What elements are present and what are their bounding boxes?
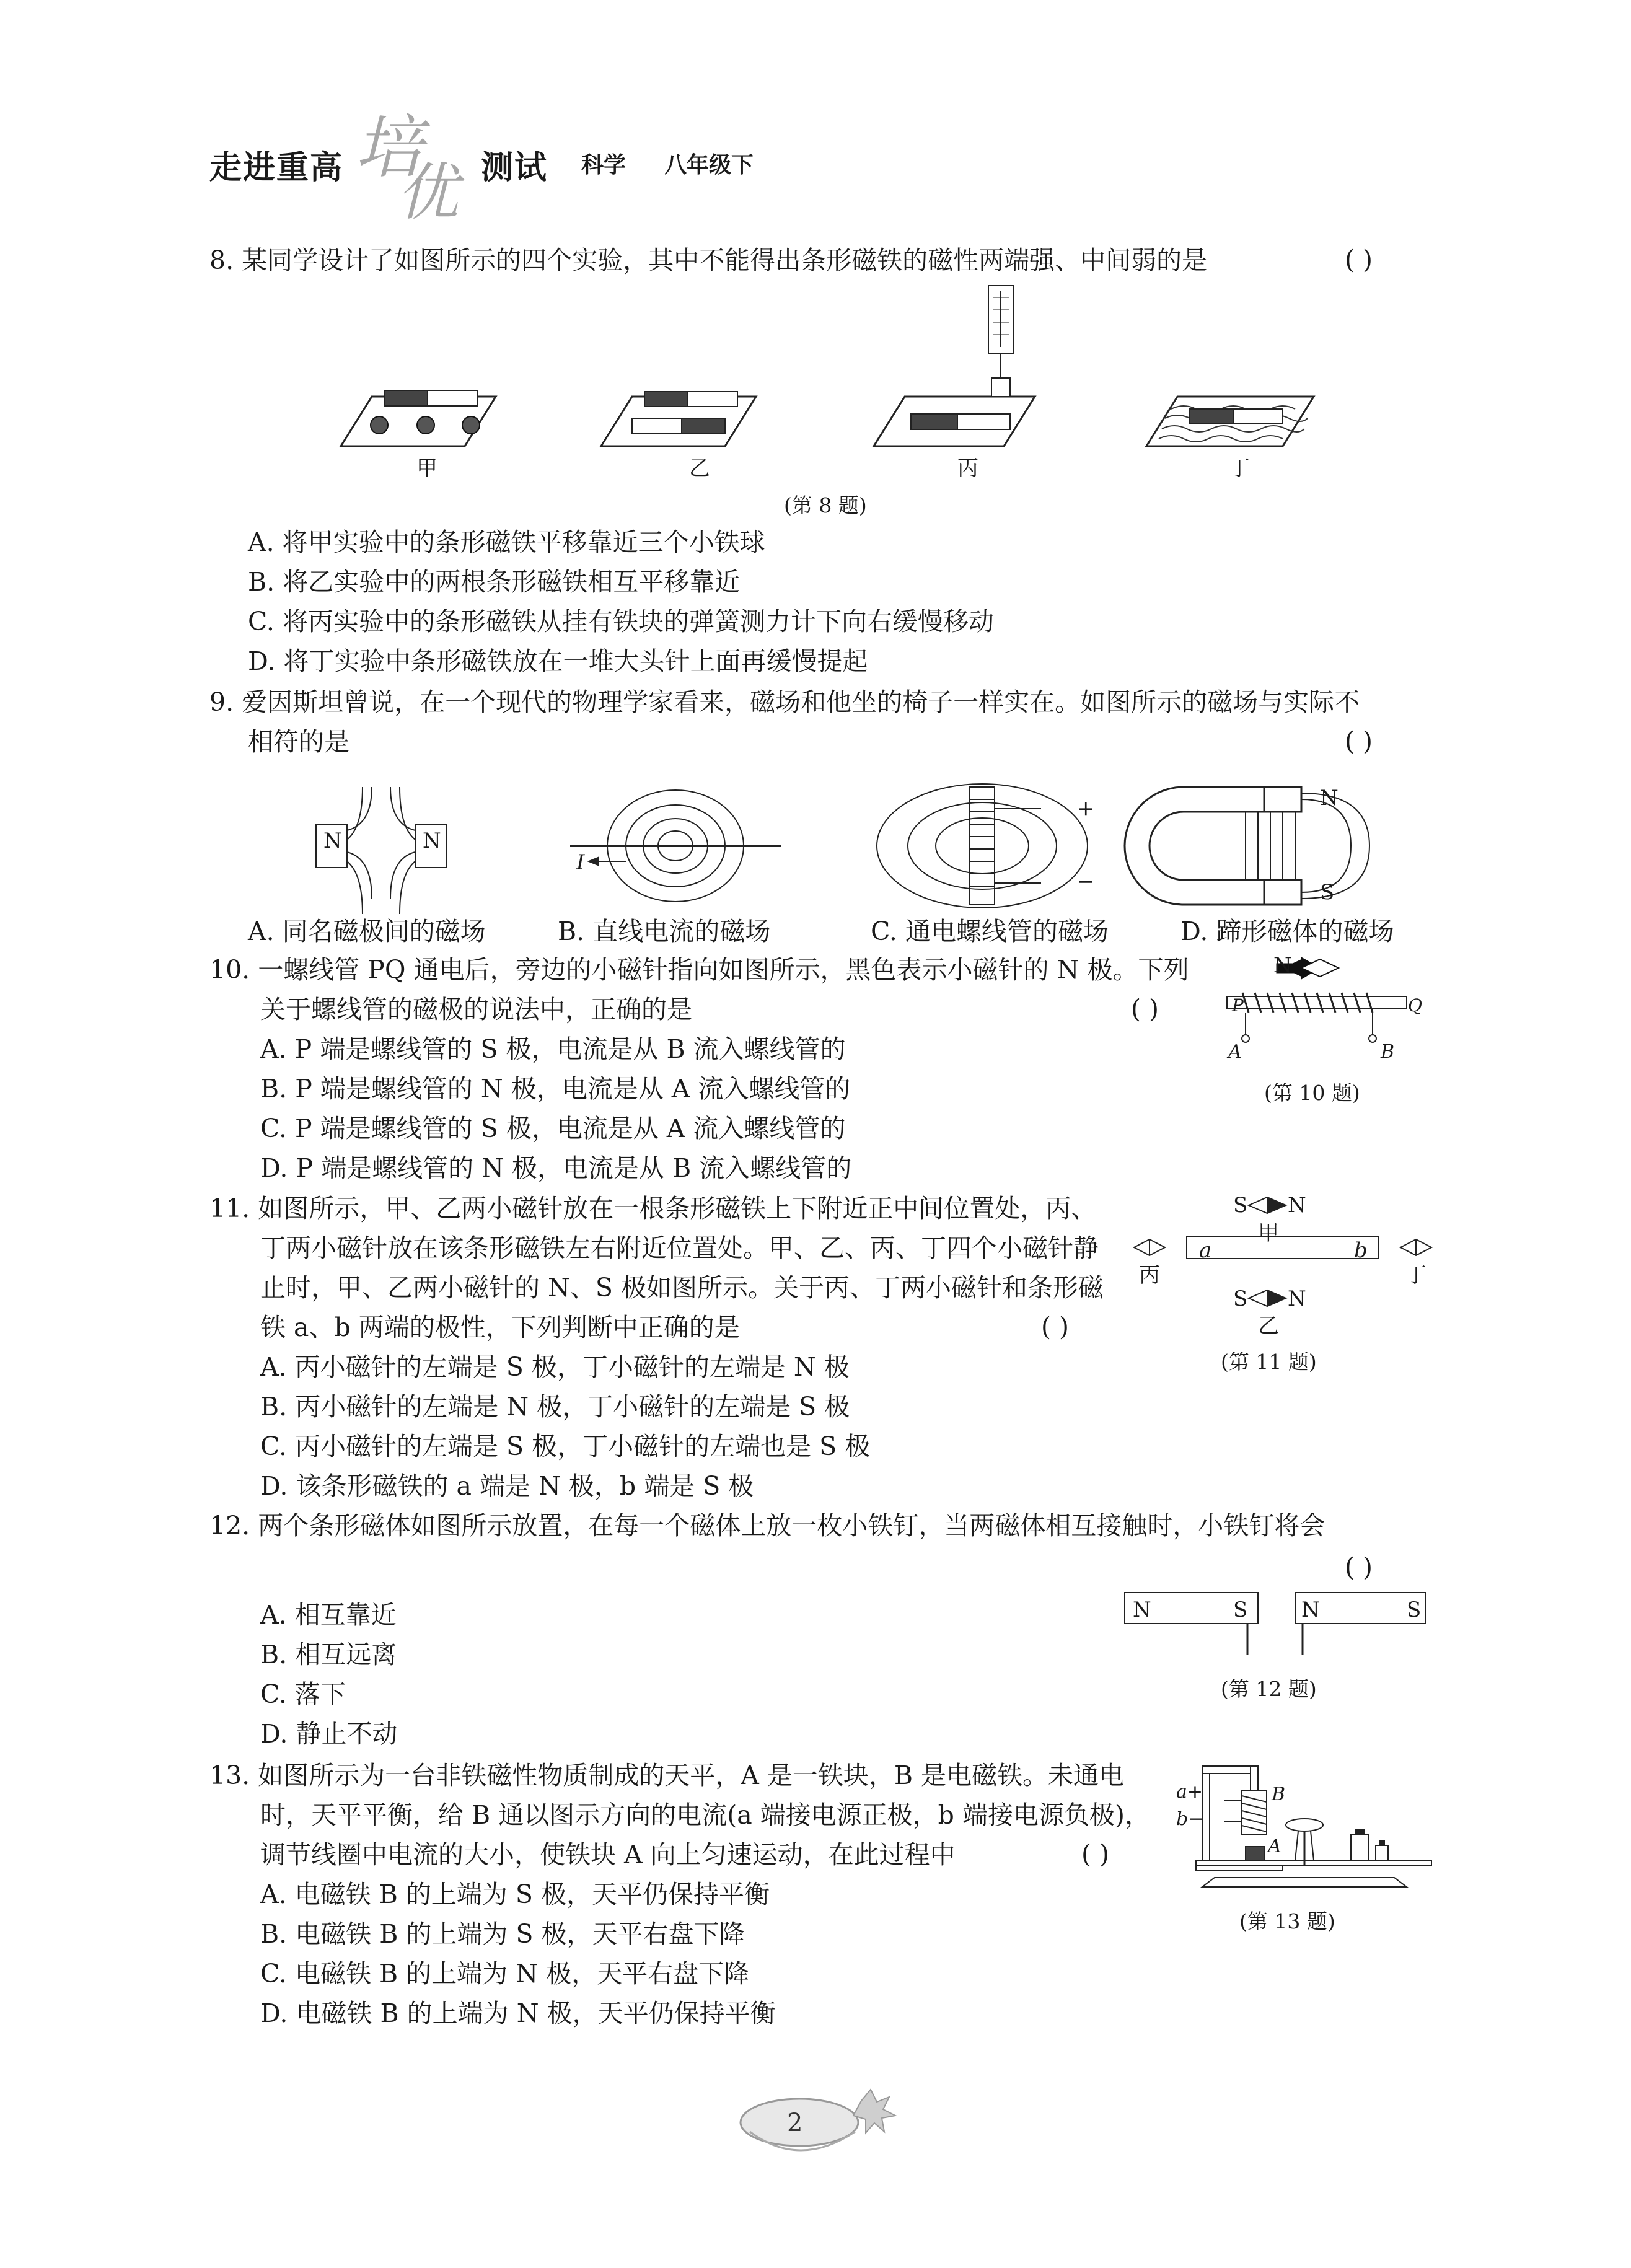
q13-fig-iron-a: A [1268,1835,1282,1857]
q8-fig-yi [601,392,756,446]
q11-stem-line1: 11. 如图所示，甲、乙两小磁针放在一根条形磁铁上下附近正中间位置处，丙、 [209,1193,1097,1223]
q8-label-bing: 丙 [957,456,978,481]
q11-stem-line2: 丁两小磁针放在该条形磁铁左右附近位置处。甲、乙、丙、丁四个小磁针静 [260,1233,1099,1263]
q10-option-c[interactable]: C. P 端是螺线管的 S 极，电流是从 A 流入螺线管的 [260,1114,846,1143]
q13-option-b[interactable]: B. 电磁铁 B 的上端为 S 极，天平右盘下降 [260,1919,745,1949]
q13-fig-electromagnet-b: B [1272,1783,1286,1805]
q8-stem: 8. 某同学设计了如图所示的四个实验，其中不能得出条形磁铁的磁性两端强、中间弱的是 [209,245,1208,275]
q11-caption: (第 11 题) [1221,1350,1317,1374]
q11-option-b[interactable]: B. 丙小磁针的左端是 N 极，丁小磁针的左端是 S 极 [260,1392,850,1422]
q10-fig-p: P [1232,995,1244,1016]
q10-answer-paren: ( ) [1131,994,1159,1024]
q12-fig-right-s: S [1407,1598,1422,1622]
q10-needle-n: N [1273,953,1292,978]
q9-option-d[interactable]: D. 蹄形磁体的磁场 [1180,916,1394,946]
q12-fig-left-n: N [1133,1598,1151,1622]
q9-stem-line2: 相符的是 [248,727,350,757]
q11-fig-jia-n: N [1288,1193,1306,1218]
q9-answer-paren: ( ) [1345,726,1373,756]
q9-fig-c-plus: + [1077,796,1095,821]
q9-fig-d-n: N [1320,786,1339,811]
q11-option-d[interactable]: D. 该条形磁铁的 a 端是 N 极，b 端是 S 极 [260,1471,754,1501]
q9-fig-b-current-label: I [576,850,585,875]
q10-option-d[interactable]: D. P 端是螺线管的 N 极，电流是从 B 流入螺线管的 [260,1153,852,1183]
q11-fig-end-a: a [1199,1238,1212,1263]
q8-option-a[interactable]: A. 将甲实验中的条形磁铁平移靠近三个小铁球 [248,527,765,557]
q13-fig-a-plus: a+ [1176,1781,1203,1803]
q12-option-c[interactable]: C. 落下 [260,1679,346,1709]
q11-fig-yi-n: N [1288,1286,1306,1311]
q11-stem-line3: 止时，甲、乙两小磁针的 N、S 极如图所示。关于丙、丁两小磁针和条形磁 [260,1273,1104,1303]
q9-figure [297,775,1438,917]
page-number-ornament [731,2082,905,2163]
q10-fig-q: Q [1408,995,1422,1016]
q8-option-b[interactable]: B. 将乙实验中的两根条形磁铁相互平移靠近 [248,567,741,597]
q9-stem-line1: 9. 爱因斯坦曾说，在一个现代的物理学家看来，磁场和他坐的椅子一样实在。如图所示的磁场与实际不 [209,687,1360,717]
q11-option-c[interactable]: C. 丙小磁针的左端是 S 极，丁小磁针的左端也是 S 极 [260,1431,871,1461]
q9-fig-a-pole-left: N [323,829,342,853]
q8-fig-bing [874,285,1035,446]
q8-label-yi: 乙 [689,456,710,481]
q12-fig-left-s: S [1233,1598,1248,1622]
q13-option-d[interactable]: D. 电磁铁 B 的上端为 N 极，天平仍保持平衡 [260,1998,776,2028]
q12-option-b[interactable]: B. 相互远离 [260,1640,397,1669]
q8-answer-paren: ( ) [1345,245,1373,275]
q12-answer-paren: ( ) [1345,1552,1373,1582]
header-deco-char-2: 优 [397,156,459,229]
q11-fig-jia-s: S [1233,1193,1248,1218]
q11-fig-end-b: b [1354,1238,1368,1263]
q13-fig-b-minus: b− [1176,1808,1204,1830]
header-grade: 八年级下 [664,152,754,178]
q11-fig-yi-s: S [1233,1286,1248,1311]
q9-fig-d-s: S [1320,880,1335,905]
q8-figure [322,285,1413,471]
q11-stem-line4: 铁 a、b 两端的极性，下列判断中正确的是 [260,1312,740,1342]
header-subject: 科学 [581,152,626,178]
q8-label-ding: 丁 [1229,456,1250,481]
q13-answer-paren: ( ) [1081,1839,1110,1869]
q10-fig-b: B [1381,1041,1395,1063]
q13-option-c[interactable]: C. 电磁铁 B 的上端为 N 极，天平右盘下降 [260,1959,750,1989]
q11-answer-paren: ( ) [1041,1312,1070,1342]
q11-fig-bing-label: 丙 [1139,1263,1160,1288]
q12-stem: 12. 两个条形磁体如图所示放置，在每一个磁体上放一枚小铁钉，当两磁体相互接触时，小铁钉将会 [209,1511,1325,1541]
q12-fig-right-n: N [1301,1598,1320,1622]
q13-stem-line3: 调节线圈中电流的大小，使铁块 A 向上匀速运动，在此过程中 [260,1840,956,1870]
q10-option-b[interactable]: B. P 端是螺线管的 N 极，电流是从 A 流入螺线管的 [260,1074,851,1104]
q13-option-a[interactable]: A. 电磁铁 B 的上端为 S 极，天平仍保持平衡 [260,1879,770,1909]
q12-option-a[interactable]: A. 相互靠近 [260,1600,397,1630]
q9-fig-a-pole-right: N [423,829,441,853]
q11-fig-ding-label: 丁 [1405,1263,1427,1288]
q9-fig-c [877,784,1088,908]
q12-option-d[interactable]: D. 静止不动 [260,1719,398,1749]
q9-option-c[interactable]: C. 通电螺线管的磁场 [871,916,1109,946]
q9-option-a[interactable]: A. 同名磁极间的磁场 [248,916,486,946]
page-number: 2 [787,2109,803,2137]
header-title-right: 测试 [481,149,548,187]
header-title-left: 走进重高 [209,149,344,187]
q9-fig-c-minus: − [1077,869,1095,894]
header-deco-char-1: 培 [354,108,423,187]
q10-stem-line1: 10. 一螺线管 PQ 通电后，旁边的小磁针指向如图所示，黑色表示小磁针的 N 极。下列 [209,955,1189,985]
q11-fig-jia-label: 甲 [1258,1221,1279,1246]
q13-stem-line1: 13. 如图所示为一台非铁磁性物质制成的天平，A 是一铁块，B 是电磁铁。未通电 [209,1760,1125,1790]
q8-option-c[interactable]: C. 将丙实验中的条形磁铁从挂有铁块的弹簧测力计下向右缓慢移动 [248,607,994,636]
q11-option-a[interactable]: A. 丙小磁针的左端是 S 极，丁小磁针的左端是 N 极 [260,1352,850,1382]
q8-fig-jia [341,390,496,446]
q9-option-b[interactable]: B. 直线电流的磁场 [558,916,771,946]
q8-option-d[interactable]: D. 将丁实验中条形磁铁放在一堆大头针上面再缓慢提起 [248,646,868,676]
q10-fig-a: A [1228,1041,1242,1063]
q12-caption: (第 12 题) [1221,1677,1317,1701]
q11-fig-yi-label: 乙 [1258,1314,1279,1338]
q13-caption: (第 13 题) [1239,1909,1335,1933]
q9-fig-b [570,790,781,902]
q10-stem-line2: 关于螺线管的磁极的说法中，正确的是 [260,995,692,1024]
q8-label-jia: 甲 [416,456,437,481]
q13-stem-line2: 时，天平平衡，给 B 通以图示方向的电流(a 端接电源正极，b 端接电源负极)， [260,1800,1150,1830]
q10-caption: (第 10 题) [1264,1081,1360,1105]
q8-caption: (第 8 题) [784,493,867,517]
q8-fig-ding [1146,397,1314,446]
q12-figure [1122,1586,1431,1661]
q13-figure [1190,1754,1438,1896]
q10-option-a[interactable]: A. P 端是螺线管的 S 极，电流是从 B 流入螺线管的 [260,1034,846,1064]
